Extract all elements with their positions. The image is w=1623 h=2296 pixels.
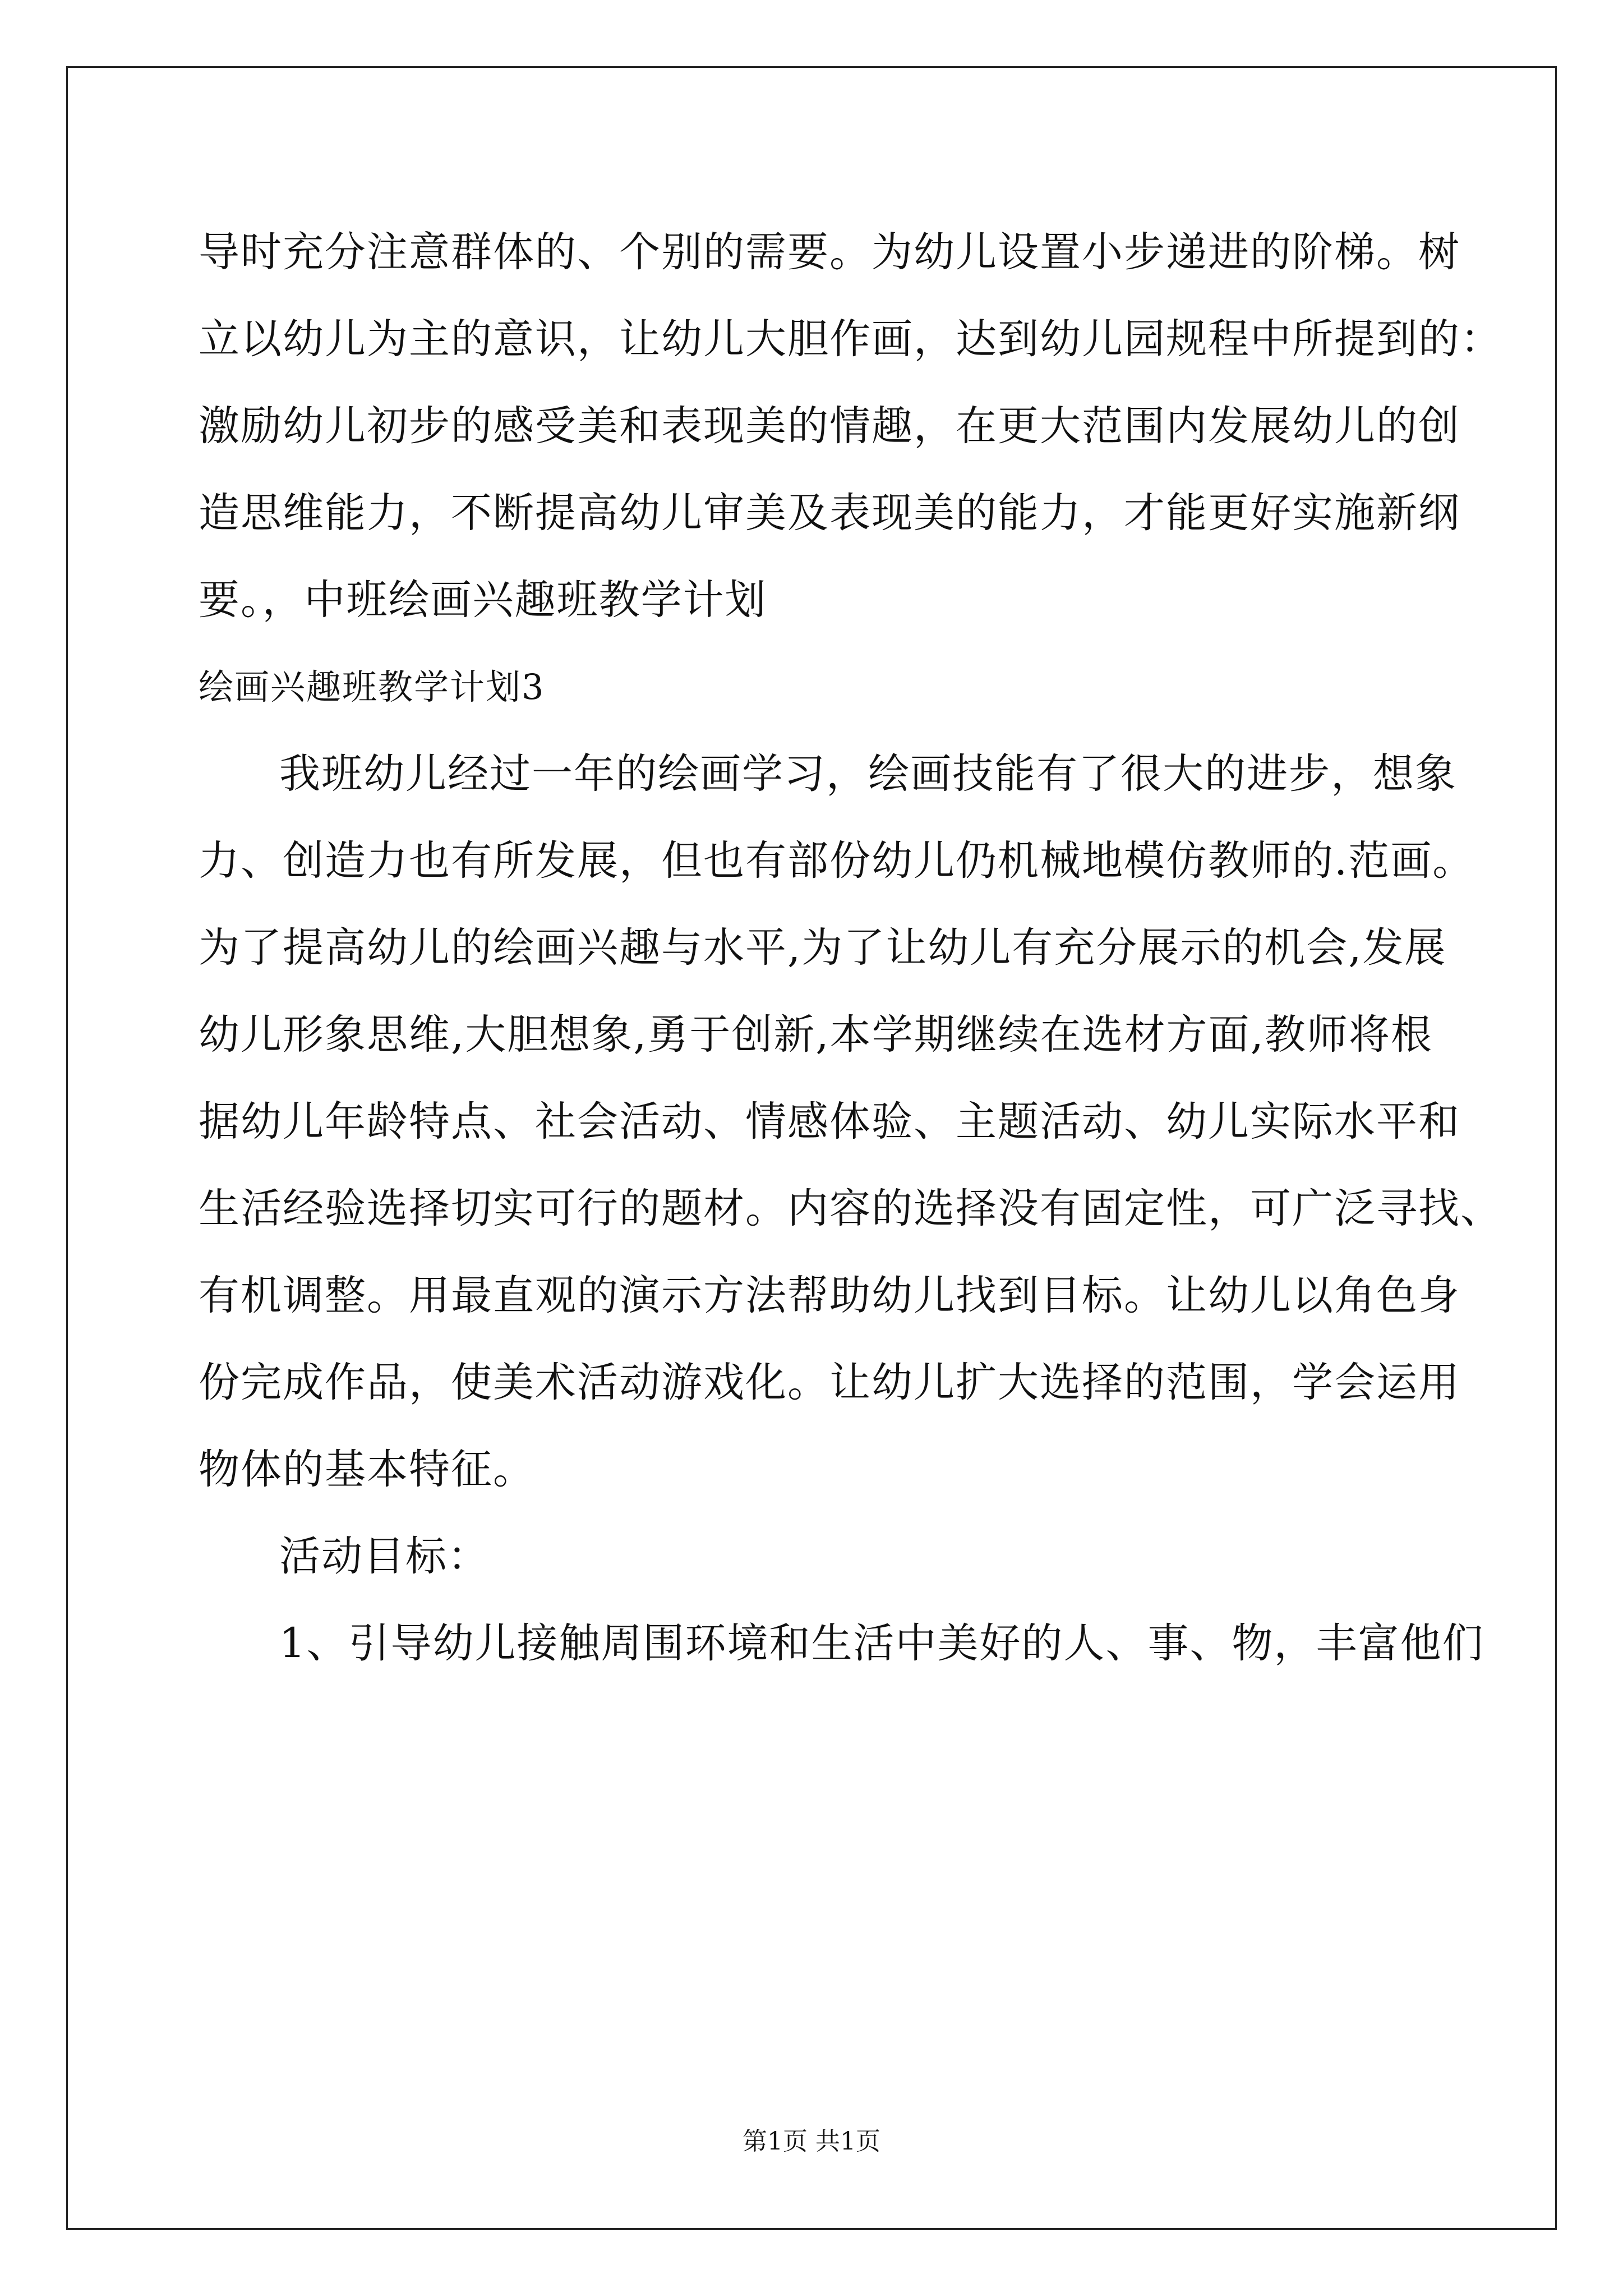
paragraph-line: 幼儿形象思维,大胆想象,勇于创新,本学期继续在选材方面,教师将根 [199, 1011, 1433, 1059]
subheading-goals: 活动目标： [279, 1533, 490, 1580]
paragraph-line: 物体的基本特征。 [199, 1446, 535, 1493]
list-item: 1、引导幼儿接触周围环境和生活中美好的人、事、物，丰富他们 [279, 1619, 1484, 1667]
paragraph-line: 为了提高幼儿的绘画兴趣与水平,为了让幼儿有充分展示的机会,发展 [199, 924, 1447, 972]
paragraph-line: 我班幼儿经过一年的绘画学习，绘画技能有了很大的进步，想象 [279, 750, 1457, 798]
paragraph-line: 据幼儿年龄特点、社会活动、情感体验、主题活动、幼儿实际水平和 [199, 1098, 1460, 1145]
section-heading: 绘画兴趣班教学计划3 [199, 666, 545, 707]
page-number-footer: 第1页 共1页 [743, 2127, 880, 2156]
paragraph-line: 立以幼儿为主的意识，让幼儿大胆作画，达到幼儿园规程中所提到的： [199, 315, 1502, 363]
paragraph-line: 力、创造力也有所发展，但也有部份幼儿仍机械地模仿教师的.范画。 [199, 837, 1475, 885]
paragraph-line: 生活经验选择切实可行的题材。内容的选择没有固定性，可广泛寻找、 [199, 1185, 1502, 1232]
paragraph-line: 要。，中班绘画兴趣班教学计划 [199, 576, 767, 624]
paragraph-line: 导时充分注意群体的、个别的需要。为幼儿设置小步递进的阶梯。树 [199, 228, 1460, 276]
paragraph-line: 份完成作品，使美术活动游戏化。让幼儿扩大选择的范围，学会运用 [199, 1359, 1460, 1406]
paragraph-line: 激励幼儿初步的感受美和表现美的情趣，在更大范围内发展幼儿的创 [199, 402, 1460, 450]
paragraph-line: 造思维能力，不断提高幼儿审美及表现美的能力，才能更好实施新纲 [199, 489, 1460, 537]
paragraph-line: 有机调整。用最直观的演示方法帮助幼儿找到目标。让幼儿以角色身 [199, 1272, 1460, 1319]
